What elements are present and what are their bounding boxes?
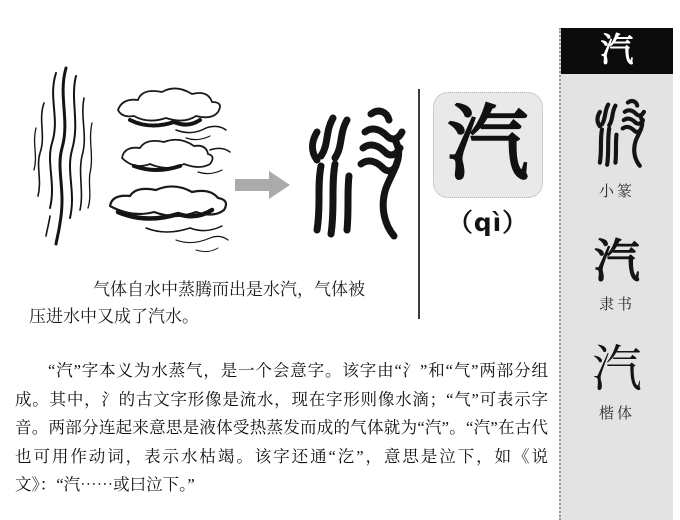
section-divider <box>418 89 420 319</box>
right-arrow-icon <box>235 170 291 200</box>
seal-script-small-glyph <box>584 88 650 172</box>
script-sample-label: 隶书 <box>598 297 635 313</box>
sidebar-header-character: 汽 <box>600 32 634 69</box>
script-sample-label: 小篆 <box>598 184 635 200</box>
seal-script-glyph <box>291 86 409 248</box>
caption-text: 气体自水中蒸腾而出是水汽，气体被压进水中又成了汽水。 <box>29 280 365 326</box>
sidebar <box>559 28 673 520</box>
script-sample-clerical <box>594 201 640 314</box>
big-character: 汽 <box>446 99 529 190</box>
etymology-paragraph: “汽”字本义为水蒸气，是一个会意字。该字由“氵”和“气”两部分组成。其中，氵的古文字形像是流水，现在字形则像水滴；“气”可表示字音。两部分连起来意思是液体受热蒸发而成的气体就为“汽”。“汽”在古代也可用作动词，表示水枯竭。该字还通“汔”，意思是泣下，如《说文》：“汽⋯⋯或曰泣下。” <box>15 361 548 494</box>
script-sample-glyph: 汽 <box>594 236 640 287</box>
script-sample-label: 楷体 <box>598 406 635 422</box>
script-sample-regular <box>592 314 642 423</box>
character-card <box>433 92 543 198</box>
script-sample-seal <box>584 74 650 201</box>
sidebar-header <box>561 28 673 74</box>
water-steam-illustration <box>26 58 238 258</box>
pinyin-label: （qì） <box>447 208 529 237</box>
script-sample-glyph: 汽 <box>592 341 642 397</box>
